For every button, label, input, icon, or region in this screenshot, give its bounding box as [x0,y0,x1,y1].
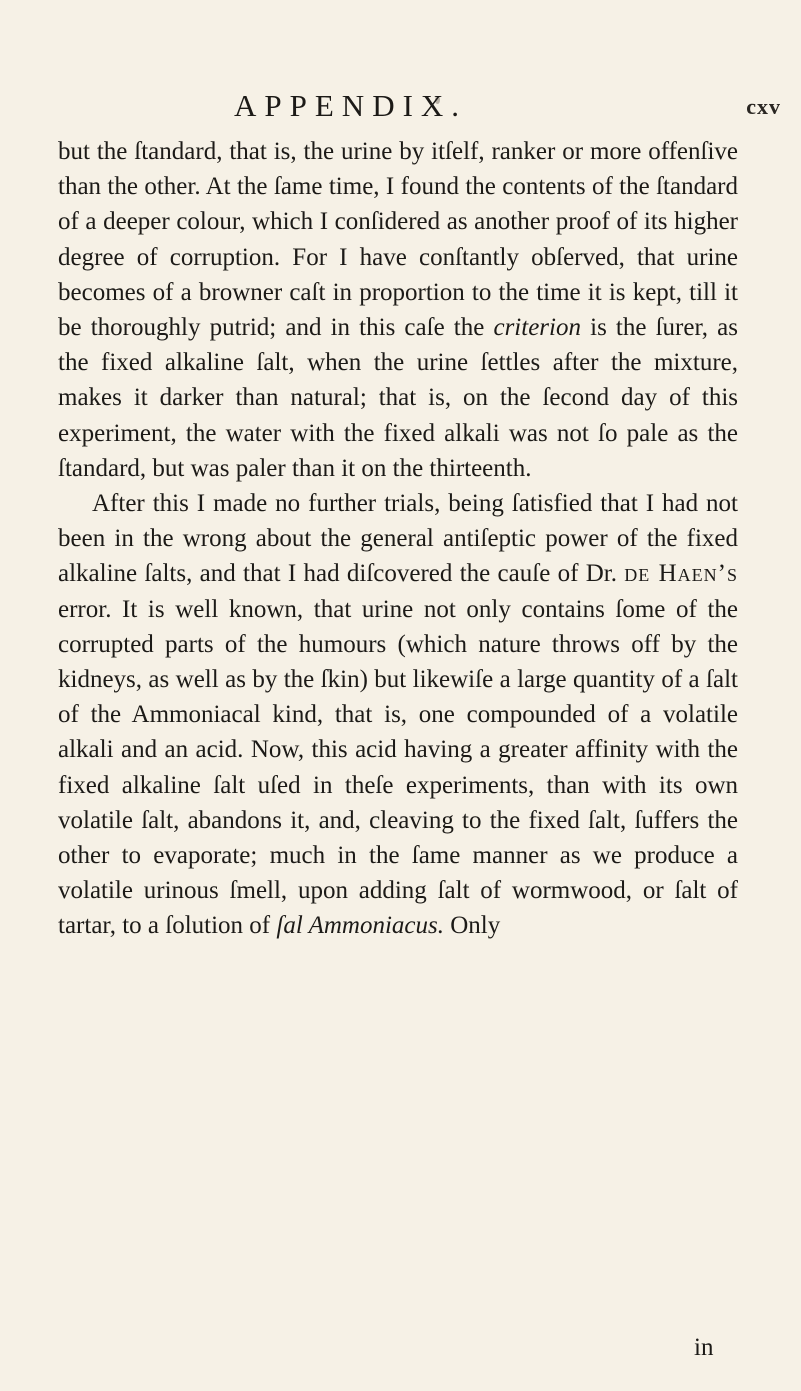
page-header [0,88,801,132]
catchword: in [694,1334,714,1361]
body-text [58,134,738,944]
paragraph-1-italic-criterion: criterion [493,314,581,342]
paragraph-2 [58,486,738,944]
paragraph-2-text-a: After this I made no further trials, being ſatisfied that I had not been in the wrong about the general antiſeptic power of the fixed alkaline ſalts, and that I had diſcovered the cauſe of Dr. [58,490,738,588]
paragraph-1-text-b: is the ſurer, as the fixed alkaline ſalt, when the urine ſettles after the mixture, makes it darker than natural; that is, on the ſecond day of this experiment, the water with the fixed alkali was not ſo pale as the ſtandard, but was paler than it on the thirteenth. [58,314,738,482]
paragraph-2-italic-sal-ammoniacus: ſal Ammoniacus. [276,912,444,940]
paragraph-2-text-c: Only [443,912,501,940]
running-title: APPENDIX. [234,88,468,123]
page-number: cxv [746,94,781,119]
author-name-smallcaps: de Haen’s [624,560,738,588]
paragraph-1-text-a: but the ſtandard, that is, the urine by itſelf, ranker or more offenſive than the other. At the ſame time, I found the contents of the ſtandard of a deeper colour, which I conſidered as another proof of its higher degree of corruption. For I have conſtantly obſerved, that urine becomes of a browner caſt in proportion to the time it is kept, till it be thoroughly putrid; and in this caſe the [58,138,738,342]
paragraph-1 [58,134,738,486]
paragraph-2-text-b: error. It is well known, that urine not only contains ſome of the corrupted parts of the humours (which nature throws off by the kidneys, as well as by the ſkin) but likewiſe a large quantity of a ſalt of the Ammoniacal kind, that is, one compounded of a volatile alkali and an acid. Now, this acid having a greater affinity with the fixed alkaline ſalt uſed in theſe experiments, than with its own volatile ſalt, abandons it, and, cleaving to the fixed ſalt, ſuffers the other to evaporate; much in the ſame manner as we produce a volatile urinous ſmell, upon adding ſalt of wormwood, or ſalt of tartar, to a ſolution of [58,595,738,940]
